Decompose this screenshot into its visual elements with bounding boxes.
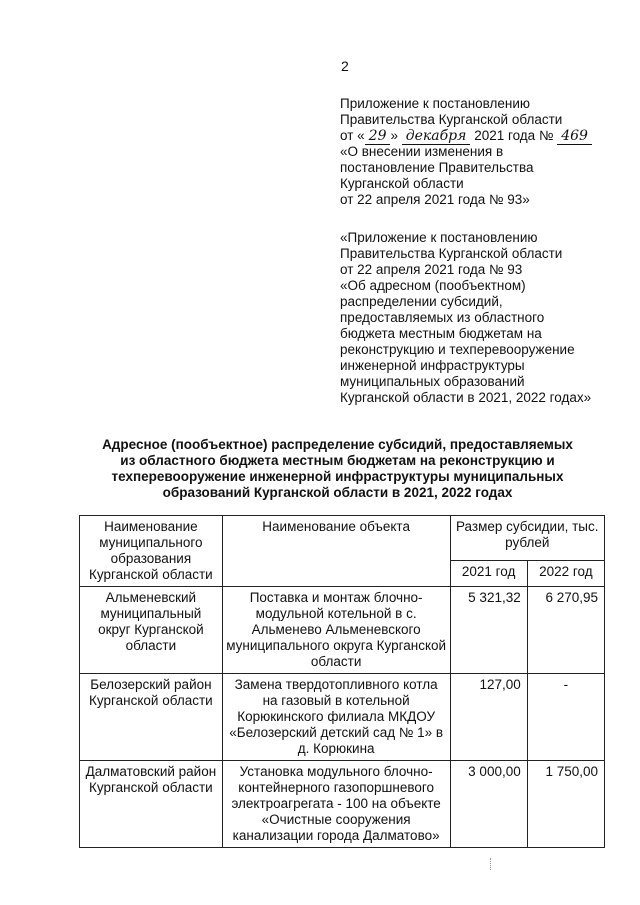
appendix-line: постановление Правительства: [340, 160, 534, 175]
quote-line: «Приложение к постановлению: [340, 230, 538, 245]
title-line: Адресное (пообъектное) распределение субсидий, предоставляемых: [102, 437, 573, 452]
handwritten-day: 29: [365, 128, 391, 145]
cell-2022: 1 750,00: [527, 761, 604, 848]
title-line: образований Курганской области в 2021, 2022 годах: [162, 485, 513, 500]
table-row: [80, 761, 605, 848]
subsidy-table: [79, 515, 605, 848]
cell-object: Замена твердотопливного котла на газовый в котельной Корюкинского филиала МКДОУ «Белозерский детский сад № 1» в д. Корюкина: [222, 674, 450, 761]
appendix-line: «О внесении изменения в: [340, 144, 504, 159]
header-subsidy: Размер субсидии, тыс. рублей: [450, 516, 605, 561]
year-text: 2021 года №: [474, 128, 554, 143]
page-number: 2: [341, 58, 349, 74]
document-title: [60, 437, 615, 501]
cell-municipality: Альменевский муниципальный округ Курганской области: [80, 587, 223, 674]
quote-line: от 22 апреля 2021 года № 93: [340, 262, 523, 277]
cell-municipality: Белозерский район Курганской области: [80, 674, 223, 761]
header-2022: 2022 год: [527, 560, 604, 586]
quote-line: муниципальных образований: [340, 374, 525, 389]
header-municipality: Наименование муниципального образования Курганской области: [80, 516, 223, 587]
quote-line: бюджета местным бюджетам на: [340, 326, 542, 341]
appendix-line: Приложение к постановлению: [340, 96, 531, 111]
cell-object: Установка модульного блочно-контейнерного газопоршневого электроагрегата - 100 на объекте «Очистные сооружения канализации города Далматово»: [222, 761, 450, 848]
appendix-line: от 22 апреля 2021 года № 93»: [340, 192, 530, 207]
quote-line: распределении субсидий,: [340, 294, 503, 309]
date-prefix: от «: [340, 128, 365, 143]
appendix-header: [340, 96, 592, 208]
appendix-line: Курганской области: [340, 176, 464, 191]
quote-line: реконструкцию и техперевооружение: [340, 342, 575, 357]
quote-line: инженерной инфраструктуры: [340, 358, 525, 373]
scan-mark: [490, 858, 492, 870]
cell-municipality: Далматовский район Курганской области: [80, 761, 223, 848]
quote-line: «Об адресном (пообъектном): [340, 278, 526, 293]
cell-object: Поставка и монтаж блочно-модульной котельной в с. Альменево Альменевского муниципального округа Курганской области: [222, 587, 450, 674]
handwritten-number: 469: [557, 128, 592, 145]
header-2021: 2021 год: [450, 560, 527, 586]
title-line: техперевооружение инженерной инфраструктуры муниципальных: [111, 469, 564, 484]
cell-2021: 5 321,32: [450, 587, 527, 674]
header-object: Наименование объекта: [222, 516, 450, 587]
date-mid: »: [390, 128, 398, 143]
appendix-date-line: [340, 128, 592, 144]
cell-2021: 127,00: [450, 674, 527, 761]
table-row: [80, 674, 605, 761]
table-row: [80, 587, 605, 674]
table-header-row: [80, 516, 605, 561]
appendix-line: Правительства Курганской области: [340, 112, 563, 127]
quote-line: Правительства Курганской области: [340, 246, 563, 261]
cell-2022: 6 270,95: [527, 587, 604, 674]
cell-2021: 3 000,00: [450, 761, 527, 848]
quoted-appendix-block: [340, 230, 591, 406]
quote-line: Курганской области в 2021, 2022 годах»: [340, 390, 592, 405]
handwritten-month: декабря: [402, 128, 471, 145]
title-line: из областного бюджета местным бюджетам на реконструкцию и: [120, 453, 555, 468]
cell-2022: -: [527, 674, 604, 761]
quote-line: предоставляемых из областного: [340, 310, 545, 325]
